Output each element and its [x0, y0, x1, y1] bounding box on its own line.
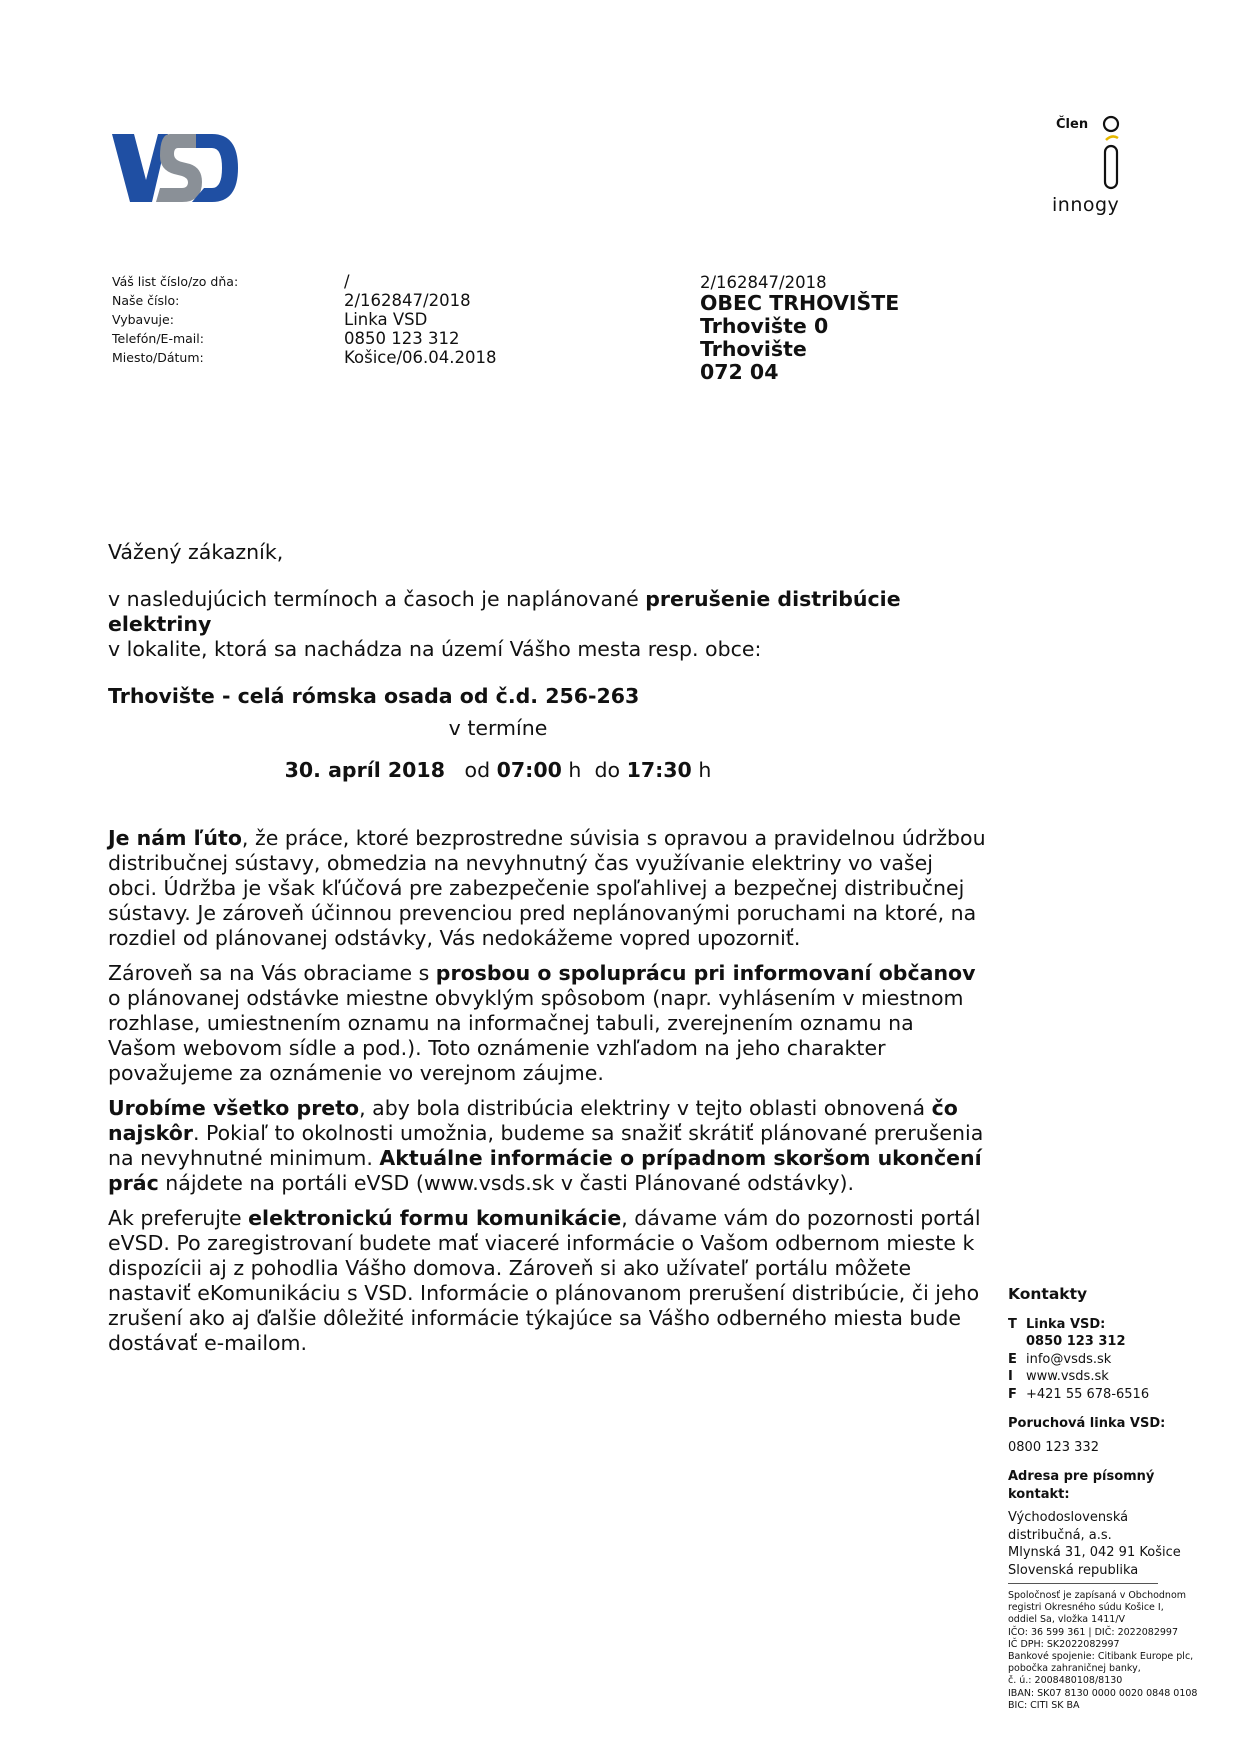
contact-fax-value: +421 55 678-6516: [1026, 1386, 1150, 1402]
fine-line: pobočka zahraničnej banky,: [1008, 1663, 1141, 1675]
contact-phone: [1008, 1316, 1208, 1334]
reference-labels: [112, 272, 238, 367]
vsd-logo: [112, 132, 238, 204]
ref-value: Košice/06.04.2018: [344, 348, 497, 367]
contacts-sidebar: [1008, 1286, 1208, 1712]
contact-fax: [1008, 1386, 1208, 1404]
fault-line-value: 0800 123 332: [1008, 1439, 1099, 1455]
addressee-line: 072 04: [700, 360, 779, 384]
addressee-block: [700, 273, 899, 384]
reference-values: [344, 272, 497, 367]
cooperation-text: Zároveň sa na Vás obraciame s: [108, 961, 436, 985]
vsd-logo-icon: [112, 132, 238, 204]
contact-phone-value-row: [1008, 1333, 1208, 1351]
ref-value: 0850 123 312: [344, 329, 460, 348]
contact-key: T: [1008, 1316, 1017, 1332]
fine-line: BIC: CITI SK BA: [1008, 1699, 1080, 1711]
innogy-member-label: Člen: [1056, 117, 1089, 132]
fine-line: IBAN: SK07 8130 0000 0020 0848 0108: [1008, 1687, 1198, 1699]
ecom-text-2: , dávame vám do pozornosti portál eVSD. Po zaregistrovaní budete mať viaceré informácie o Vašom odbernom mieste k dispozícii aj z pohodlia Vášho domova. Zároveň si ako užívateľ portálu môžete nastaviť eKomunikáciu s VSD. Informácie o plánovanom prerušení distribúcie, či jeho zrušení ako aj ďalšie dôležité informácie týkajúce sa Vášho odberného miesta bude dostávať e-mailom.: [108, 1206, 981, 1355]
ref-label: Naše číslo:: [112, 293, 180, 308]
addressee-line: Trhovište 0: [700, 314, 829, 338]
contact-email: [1008, 1351, 1208, 1369]
restore-bold: Urobíme všetko preto: [108, 1096, 360, 1120]
restore-text-2: . Pokiaľ to okolnosti umožnia, budeme sa snažiť skrátiť plánované prerušenia na nevyhnutné minimum.: [108, 1121, 984, 1170]
contact-key: F: [1008, 1386, 1017, 1402]
paragraph-apology: [108, 826, 988, 951]
contact-web-value[interactable]: www.vsds.sk: [1026, 1369, 1109, 1384]
contact-phone-label: Linka VSD:: [1026, 1316, 1106, 1332]
intro-paragraph: [108, 587, 988, 662]
cooperation-bold: prosbou o spoluprácu pri informovaní občanov: [435, 961, 976, 985]
ecom-text: Ak preferujte: [108, 1206, 249, 1230]
ref-value: /: [344, 272, 350, 291]
fine-line: IČ DPH: SK2022082997: [1008, 1638, 1120, 1650]
letter-paragraphs: [108, 826, 988, 1366]
apology-text: , že práce, ktoré bezprostredne súvisia s opravou a pravidelnou údržbou distribučnej sústavy, obmedzia na nevyhnutný čas využívanie elektriny vo vašej obci. Údržba je však kľúčová pre zabezpečenie spoľahlivej a bezpečnej distribučnej sústavy. Je zároveň účinnou prevenciou pred neplánovanými poruchami na ktoré, na rozdiel od plánovanej odstávky, Vás nedokážeme vopred upozorniť.: [108, 826, 986, 950]
postal-address-heading: Adresa pre písomný kontakt:: [1008, 1469, 1155, 1502]
postal-address-line: Mlynská 31, 042 91 Košice: [1008, 1545, 1181, 1560]
to-label: do: [594, 758, 621, 782]
fine-line: oddiel Sa, vložka 1411/V: [1008, 1614, 1126, 1626]
addressee-line: Trhovište: [700, 337, 807, 361]
fine-line: registri Okresného súdu Košice I,: [1008, 1602, 1164, 1614]
addressee-number: 2/162847/2018: [700, 273, 827, 292]
hour-unit: h: [568, 758, 582, 782]
apology-bold: Je nám ľúto: [108, 826, 242, 850]
ref-label: Miesto/Dátum:: [112, 350, 204, 365]
contacts-heading: Kontakty: [1008, 1285, 1088, 1303]
company-registration: [1008, 1590, 1208, 1712]
contact-web: [1008, 1368, 1208, 1386]
ref-label: Vybavuje:: [112, 312, 174, 327]
from-label: od: [464, 758, 491, 782]
fine-line: č. ú.: 2008480108/8130: [1008, 1675, 1123, 1687]
divider: [1008, 1583, 1158, 1584]
innogy-wordmark: innogy: [1052, 194, 1120, 216]
contact-phone-value: 0850 123 312: [1026, 1334, 1126, 1349]
restore-bold-3: Aktuálne informácie o prípadnom skoršom ukončení prác: [108, 1146, 982, 1195]
contact-email-value[interactable]: info@vsds.sk: [1026, 1351, 1112, 1367]
outage-time: [108, 758, 888, 783]
fine-line: Bankové spojenie: Citibank Europe plc,: [1008, 1651, 1194, 1663]
fault-line-heading: Poruchová linka VSD:: [1008, 1416, 1166, 1431]
hour-unit: h: [698, 758, 712, 782]
letter-body: [108, 540, 988, 1355]
fine-line: IČO: 36 599 361 | DIČ: 2022082997: [1008, 1626, 1179, 1638]
fine-line: Spoločnosť je zapísaná v Obchodnom: [1008, 1590, 1187, 1601]
intro-text: v nasledujúcich termínoch a časoch je naplánované: [108, 587, 646, 611]
postal-address-line: Slovenská republika: [1008, 1562, 1139, 1578]
salutation: Vážený zákazník,: [108, 540, 284, 564]
paragraph-restore: [108, 1096, 988, 1196]
innogy-member-mark: [1050, 114, 1170, 224]
paragraph-cooperation: [108, 961, 988, 1086]
restore-text-3: nájdete na portáli eVSD (www.vsds.sk v časti Plánované odstávky).: [158, 1171, 855, 1195]
from-time: 07:00: [496, 758, 562, 782]
cooperation-text-2: o plánovanej odstávke miestne obvyklým spôsobom (napr. vyhlásením v miestnom rozhlase, umiestnením oznamu na informačnej tabuli, zverejnením oznamu na Vašom webovom sídle a pod.). Toto oznámenie vzhľadom na jeho charakter považujeme za oznámenie vo verejnom záujme.: [108, 986, 964, 1085]
postal-address-line: distribučná, a.s.: [1008, 1527, 1112, 1543]
ref-value: 2/162847/2018: [344, 291, 471, 310]
restore-text: , aby bola distribúcia elektriny v tejto oblasti obnovená: [359, 1096, 932, 1120]
paragraph-ecommunication: [108, 1206, 988, 1356]
ref-label: Váš list číslo/zo dňa:: [112, 274, 239, 289]
term-label: v termíne: [448, 716, 548, 740]
ecom-bold: elektronickú formu komunikácie: [248, 1206, 622, 1230]
contact-key: E: [1008, 1351, 1017, 1367]
to-time: 17:30: [626, 758, 692, 782]
innogy-i-icon: [1096, 114, 1126, 190]
postal-address-line: Východoslovenská: [1008, 1510, 1129, 1525]
outage-location: Trhovište - celá rómska osada od č.d. 256-263: [108, 684, 640, 708]
addressee-line: OBEC TRHOVIŠTE: [700, 291, 900, 315]
intro-text-2: v lokalite, ktorá sa nachádza na území Vášho mesta resp. obce:: [108, 637, 762, 661]
intro-bold: prerušenie distribúcie elektriny: [108, 587, 901, 636]
outage-date: 30. apríl 2018: [284, 758, 445, 782]
ref-label: Telefón/E-mail:: [112, 331, 204, 346]
restore-bold-2: čo najskôr: [108, 1096, 958, 1145]
ref-value: Linka VSD: [344, 310, 428, 329]
contact-key: I: [1008, 1369, 1013, 1384]
